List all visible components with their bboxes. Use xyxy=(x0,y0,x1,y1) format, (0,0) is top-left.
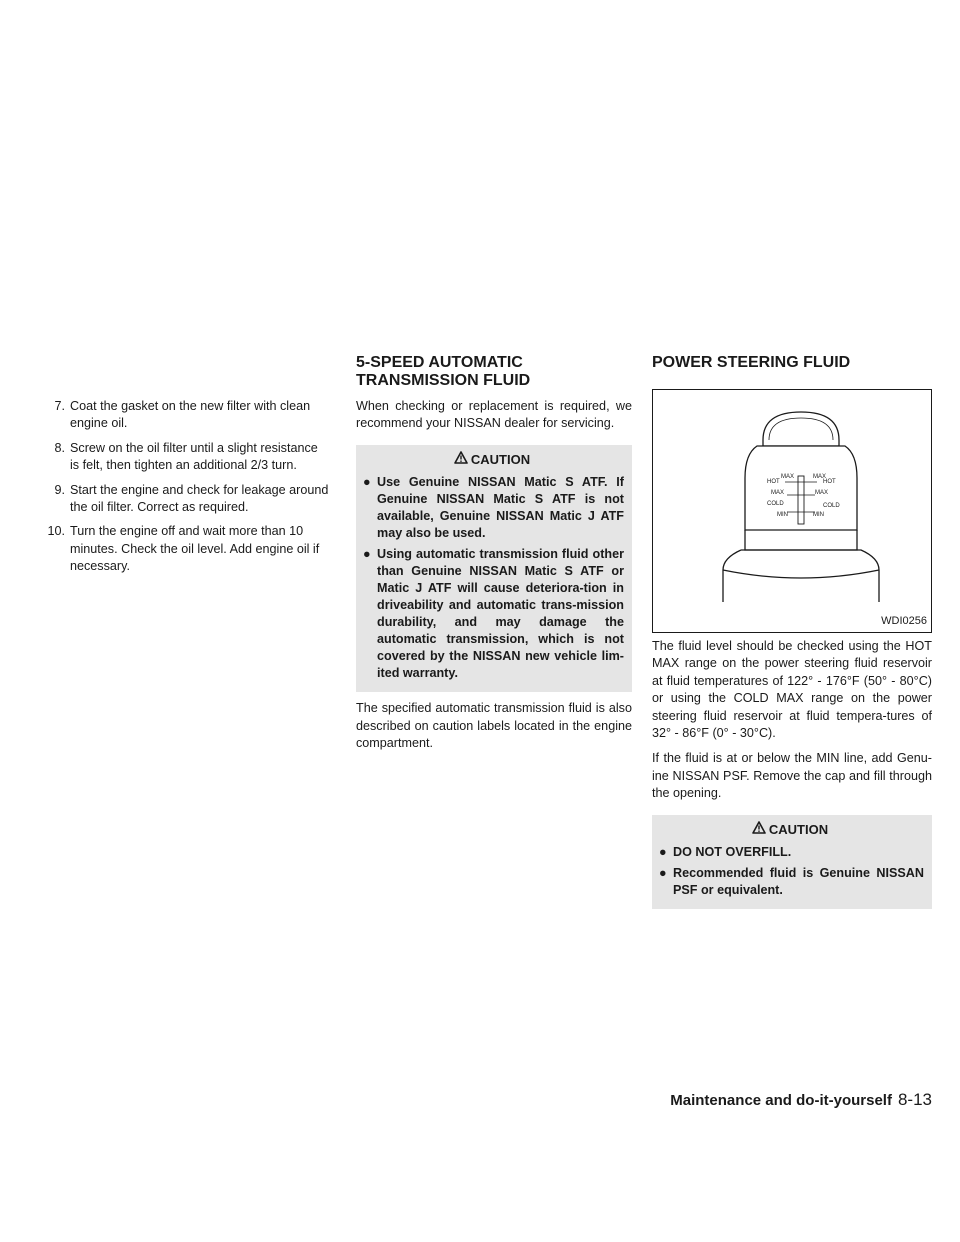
warning-triangle-icon xyxy=(752,821,766,838)
list-item xyxy=(40,440,330,475)
step-text: Start the engine and check for leakage around the oil filter. Correct as required. xyxy=(70,482,329,515)
label-max-top-right: MAX xyxy=(813,474,827,480)
caution-text: Use Genuine NISSAN Matic S ATF. If Genuine NISSAN Matic S ATF is not available, Genuine NISSAN Matic J ATF may also be used. xyxy=(377,475,624,541)
caution-list xyxy=(360,474,624,682)
caution-item xyxy=(656,865,924,899)
caution-item xyxy=(656,844,924,861)
step-text: Screw on the oil filter until a slight resistance is felt, then tighten an additional 2/3 turn. xyxy=(70,440,318,473)
column-right xyxy=(652,354,932,917)
figure-id: WDI0256 xyxy=(881,614,927,627)
page-number: 8-13 xyxy=(897,1090,932,1109)
caution-list xyxy=(656,844,924,899)
section-title-power-steering: POWER STEERING FLUID xyxy=(652,354,851,371)
min-line-paragraph: If the fluid is at or below the MIN line, add Genu-ine NISSAN PSF. Remove the cap and fill through the opening. xyxy=(652,751,932,801)
caution-text: DO NOT OVERFILL. xyxy=(673,845,792,860)
label-hot-left: HOT xyxy=(767,479,780,485)
step-number: 9. xyxy=(54,482,65,497)
caution-text: Using automatic transmission fluid other than Genuine NISSAN Matic S ATF or Matic J ATF will cause deteriora-tion in driveability and automatic trans-mission durability, and may damage the automatic transmission, which is not covered by the NISSAN new vehicle lim-ited warranty. xyxy=(377,547,624,681)
step-text: Turn the engine off and wait more than 10 minutes. Check the oil level. Add engine oil if necessary. xyxy=(70,524,320,574)
caution-label: CAUTION xyxy=(470,451,531,467)
caution-heading xyxy=(360,451,624,468)
title-line-1: 5-SPEED AUTOMATIC xyxy=(356,354,523,371)
bullet-icon: ● xyxy=(363,547,371,562)
fluid-level-paragraph: The fluid level should be checked using the HOT MAX range on the power steering fluid reservoir at fluid temperatures of 122° - 176°F (50° - 80°C) or using the COLD MAX range on the power steering fluid reservoir at fluid tempera-tures of 32° - 86°F (0° - 30°C). xyxy=(652,639,932,741)
label-min-right: MIN xyxy=(813,512,824,518)
label-hot-right: HOT xyxy=(823,479,836,485)
list-item xyxy=(40,523,330,575)
caution-item xyxy=(360,546,624,682)
label-cold-left: COLD xyxy=(767,501,784,507)
step-number: 8. xyxy=(54,440,65,455)
title-line-2: TRANSMISSION FLUID xyxy=(356,372,531,389)
caution-label: CAUTION xyxy=(768,821,829,837)
label-cold-right: COLD xyxy=(823,503,840,509)
column-middle xyxy=(356,354,632,760)
step-text: Coat the gasket on the new filter with clean engine oil. xyxy=(70,399,311,431)
label-max-mid-left: MAX xyxy=(771,490,785,496)
oil-filter-steps xyxy=(40,398,330,576)
list-item xyxy=(40,398,330,433)
label-max-top-left: MAX xyxy=(781,474,795,480)
label-min-left: MIN xyxy=(777,512,788,518)
intro-paragraph: When checking or replacement is required, we recommend your NISSAN dealer for servicing. xyxy=(356,399,632,431)
caution-box-psf xyxy=(652,815,932,909)
caution-item xyxy=(360,474,624,542)
bullet-icon: ● xyxy=(659,866,667,881)
page-footer xyxy=(670,1090,932,1110)
bullet-icon: ● xyxy=(659,845,667,860)
reservoir-illustration xyxy=(653,390,931,632)
footer-section-title: Maintenance and do-it-yourself xyxy=(670,1092,892,1109)
column-left xyxy=(40,398,330,583)
reservoir-figure xyxy=(652,389,932,633)
outro-paragraph: The specified automatic transmission fluid is also described on caution labels located in the engine compartment. xyxy=(356,701,632,751)
bullet-icon: ● xyxy=(363,475,371,490)
caution-text: Recommended fluid is Genuine NISSAN PSF or equivalent. xyxy=(673,866,924,898)
step-number: 7. xyxy=(54,399,65,413)
warning-triangle-icon xyxy=(454,451,468,468)
step-number: 10. xyxy=(47,524,65,539)
caution-heading xyxy=(656,821,924,838)
section-title-transmission-fluid xyxy=(356,354,632,390)
caution-box-atf xyxy=(356,445,632,692)
list-item xyxy=(40,482,330,517)
label-max-mid-right: MAX xyxy=(815,490,829,496)
